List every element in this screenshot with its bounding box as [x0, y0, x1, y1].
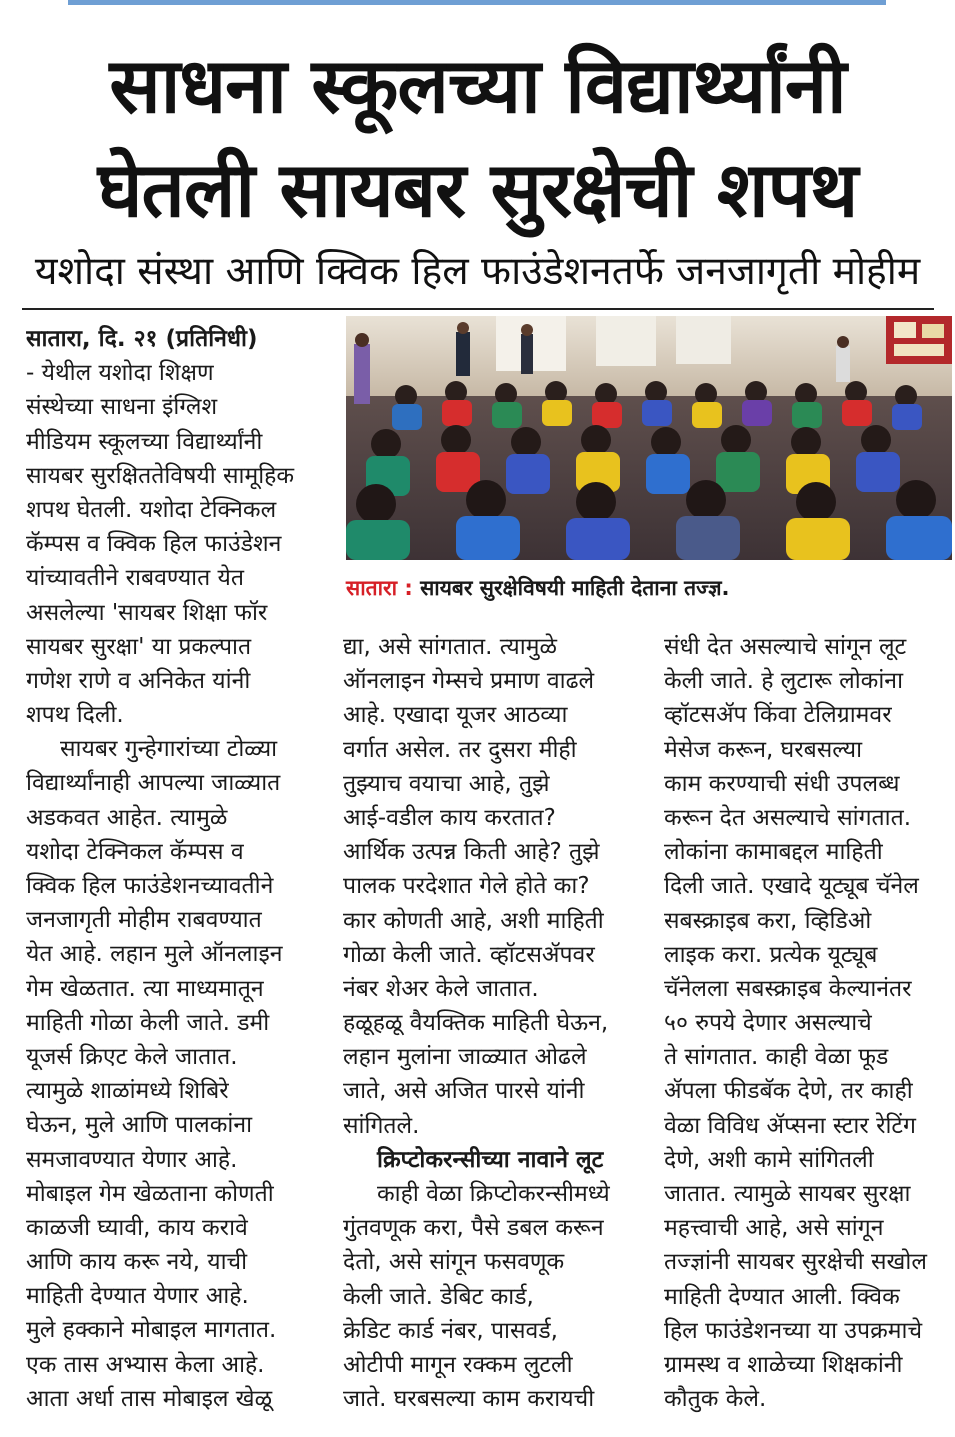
article-line: जनजागृती मोहीम राबवण्यात	[26, 907, 262, 934]
article-line: यूजर्स क्रिएट केले जातात.	[26, 1043, 238, 1070]
article-line: आता अर्धा तास मोबाइल खेळू	[26, 1385, 273, 1412]
divider	[22, 308, 934, 310]
article-line: जाते. घरबसल्या काम करायची	[343, 1386, 595, 1413]
article-line: लाइक करा. प्रत्येक यूट्यूब	[664, 941, 878, 968]
article-line: ऑनलाइन गेम्सचे प्रमाण वाढले	[343, 668, 595, 695]
article-line: ॲपला फीडबॅक देणे, तर काही	[664, 1078, 913, 1105]
article-line: सायबर गुन्हेगारांच्या टोळ्या	[60, 736, 278, 763]
article-line: यांच्यावतीने राबवण्यात येत	[26, 565, 245, 592]
article-line: क्विक हिल फाउंडेशनच्यावतीने	[26, 873, 274, 899]
article-line: नंबर शेअर केले जातात.	[343, 975, 539, 1002]
article-line: चॅनेलला सबस्क्राइब केल्यानंतर	[664, 975, 912, 1002]
article-line: आई-वडील काय करतात?	[343, 804, 556, 831]
article-line: सायबर सुरक्षा' या प्रकल्पात	[26, 633, 252, 660]
article-line: गोळा केली जाते. व्हॉटसॲपवर	[343, 941, 595, 968]
article-line: कौतुक केले.	[664, 1386, 767, 1413]
article-line: गेम खेळतात. त्या माध्यमातून	[26, 975, 264, 1002]
article-line: एक तास अभ्यास केला आहे.	[26, 1351, 265, 1378]
article-line: गणेश राणे व अनिकेत यांनी	[26, 667, 251, 694]
article-line: ओटीपी मागून रक्कम लुटली	[343, 1351, 573, 1378]
article-line: क्रेडिट कार्ड नंबर, पासवर्ड,	[343, 1317, 558, 1344]
article-line: माहिती देण्यात येणार आहे.	[26, 1283, 249, 1310]
article-line: जाते, असे अजित पारसे यांनी	[343, 1078, 585, 1105]
photo-caption	[346, 571, 952, 607]
article-line: घेऊन, मुले आणि पालकांना	[26, 1112, 253, 1139]
article-line: केली जाते. हे लुटारू लोकांना	[664, 668, 904, 695]
article-line: संस्थेच्या साधना इंग्लिश	[26, 394, 218, 421]
article-line: हिल फाउंडेशनच्या या उपक्रमाचे	[664, 1317, 923, 1344]
headline-line-1: साधना स्कूलच्या विद्यार्थ्यांनी	[109, 41, 846, 130]
article-line: लहान मुलांना जाळ्यात ओढले	[343, 1044, 587, 1071]
article-line: आणि काय करू नये, याची	[26, 1249, 248, 1276]
article-line: काही वेळा क्रिप्टोकरन्सीमध्ये	[377, 1181, 610, 1207]
article-line: हळूहळू वैयक्तिक माहिती घेऊन,	[343, 1010, 609, 1037]
article-line: सायबर सुरक्षिततेविषयी सामूहिक	[26, 462, 295, 489]
article-line: यशोदा टेक्निकल कॅम्पस व	[26, 838, 244, 865]
article-line: क्रिप्टोकरन्सीच्या नावाने लूट	[377, 1146, 604, 1173]
article-line: विद्यार्थ्यांनाही आपल्या जाळ्यात	[26, 770, 281, 797]
article-line: माहिती देण्यात आली. क्विक	[664, 1283, 900, 1310]
article-line: आर्थिक उत्पन्न किती आहे? तुझे	[343, 839, 600, 866]
article-line: शपथ घेतली. यशोदा टेक्निकल	[26, 496, 277, 523]
article-line: काम करण्याची संधी उपलब्ध	[664, 770, 900, 797]
article-line: ते सांगतात. काही वेळा फूड	[664, 1044, 889, 1071]
article-line: तज्ज्ञांनी सायबर सुरक्षेची सखोल	[664, 1249, 927, 1276]
article-line: तुझ्याच वयाचा आहे, तुझे	[343, 770, 550, 797]
subheadline: यशोदा संस्था आणि क्विक हिल फाउंडेशनतर्फे जनजागृती मोहीम	[34, 249, 921, 294]
article-line: महत्त्वाची आहे, असे सांगून	[664, 1215, 884, 1242]
article-line: द्या, असे सांगतात. त्यामुळे	[343, 634, 557, 660]
article-line: करून देत असल्याचे सांगतात.	[664, 804, 912, 831]
article-line: काळजी घ्यावी, काय करावे	[26, 1214, 248, 1241]
article-line: दिली जाते. एखादे यूट्यूब चॅनेल	[664, 873, 919, 900]
article-line: सातारा, दि. २१ (प्रतिनिधी)	[26, 326, 258, 352]
article-line: वेळा विविध ॲप्सना स्टार रेटिंग	[664, 1112, 916, 1139]
article-line: समजावण्यात येणार आहे.	[26, 1146, 238, 1173]
article-line: केली जाते. डेबिट कार्ड,	[343, 1283, 534, 1310]
article-line: त्यामुळे शाळांमध्ये शिबिरे	[26, 1078, 229, 1105]
article-line: शपथ दिली.	[26, 702, 124, 729]
article-line: ५० रुपये देणार असल्याचे	[664, 1010, 872, 1037]
article-line: व्हॉटसॲप किंवा टेलिग्रामवर	[664, 702, 892, 729]
article-line: गुंतवणूक करा, पैसे डबल करून	[343, 1215, 604, 1242]
article-line: देणे, अशी कामे सांगितली	[664, 1146, 874, 1173]
article-line: कॅम्पस व क्विक हिल फाउंडेशन	[26, 531, 282, 558]
article-line: कार कोणती आहे, अशी माहिती	[343, 907, 604, 934]
article-column-1	[26, 322, 326, 1416]
article-column-3	[664, 630, 949, 1416]
article-line: देतो, असे सांगून फसवणूक	[343, 1249, 565, 1276]
article-line: लोकांना कामाबद्दल माहिती	[664, 839, 883, 866]
article-line: असलेल्या 'सायबर शिक्षा फॉर	[26, 599, 268, 626]
article-line: मोबाइल गेम खेळताना कोणती	[26, 1180, 274, 1207]
article-line: संधी देत असल्याचे सांगून लूट	[664, 634, 907, 660]
article-line: जातात. त्यामुळे सायबर सुरक्षा	[664, 1181, 911, 1207]
caption-text: सायबर सुरक्षेविषयी माहिती देताना तज्ज्ञ.	[420, 576, 730, 600]
article-line: मेसेज करून, घरबसल्या	[664, 736, 863, 763]
article-line: मुले हक्काने मोबाइल मागतात.	[26, 1317, 277, 1344]
article-line: मीडियम स्कूलच्या विद्यार्थ्यांनी	[26, 428, 263, 455]
article-line: माहिती गोळा केली जाते. डमी	[26, 1009, 270, 1036]
article-line: ग्रामस्थ व शाळेच्या शिक्षकांनी	[664, 1351, 903, 1378]
article-line: वर्गात असेल. तर दुसरा मीही	[343, 736, 577, 763]
article-line: - येथील यशोदा शिक्षण	[26, 360, 214, 387]
headline-line-2: घेतली सायबर सुरक्षेची शपथ	[97, 145, 858, 234]
caption-place: सातारा :	[346, 576, 413, 600]
article-line: अडकवत आहेत. त्यामुळे	[26, 804, 228, 831]
article-line: पालक परदेशात गेले होते का?	[343, 873, 590, 900]
article-line: आहे. एखादा यूजर आठव्या	[343, 702, 568, 729]
article-line: सबस्क्राइब करा, व्हिडिओ	[664, 907, 872, 934]
classroom-photo-illustration	[346, 316, 952, 560]
top-border-line	[68, 0, 886, 5]
article-line: सांगितले.	[343, 1112, 420, 1139]
news-photo	[346, 316, 952, 560]
article-line: येत आहे. लहान मुले ऑनलाइन	[26, 941, 283, 968]
article-column-2	[343, 630, 643, 1416]
